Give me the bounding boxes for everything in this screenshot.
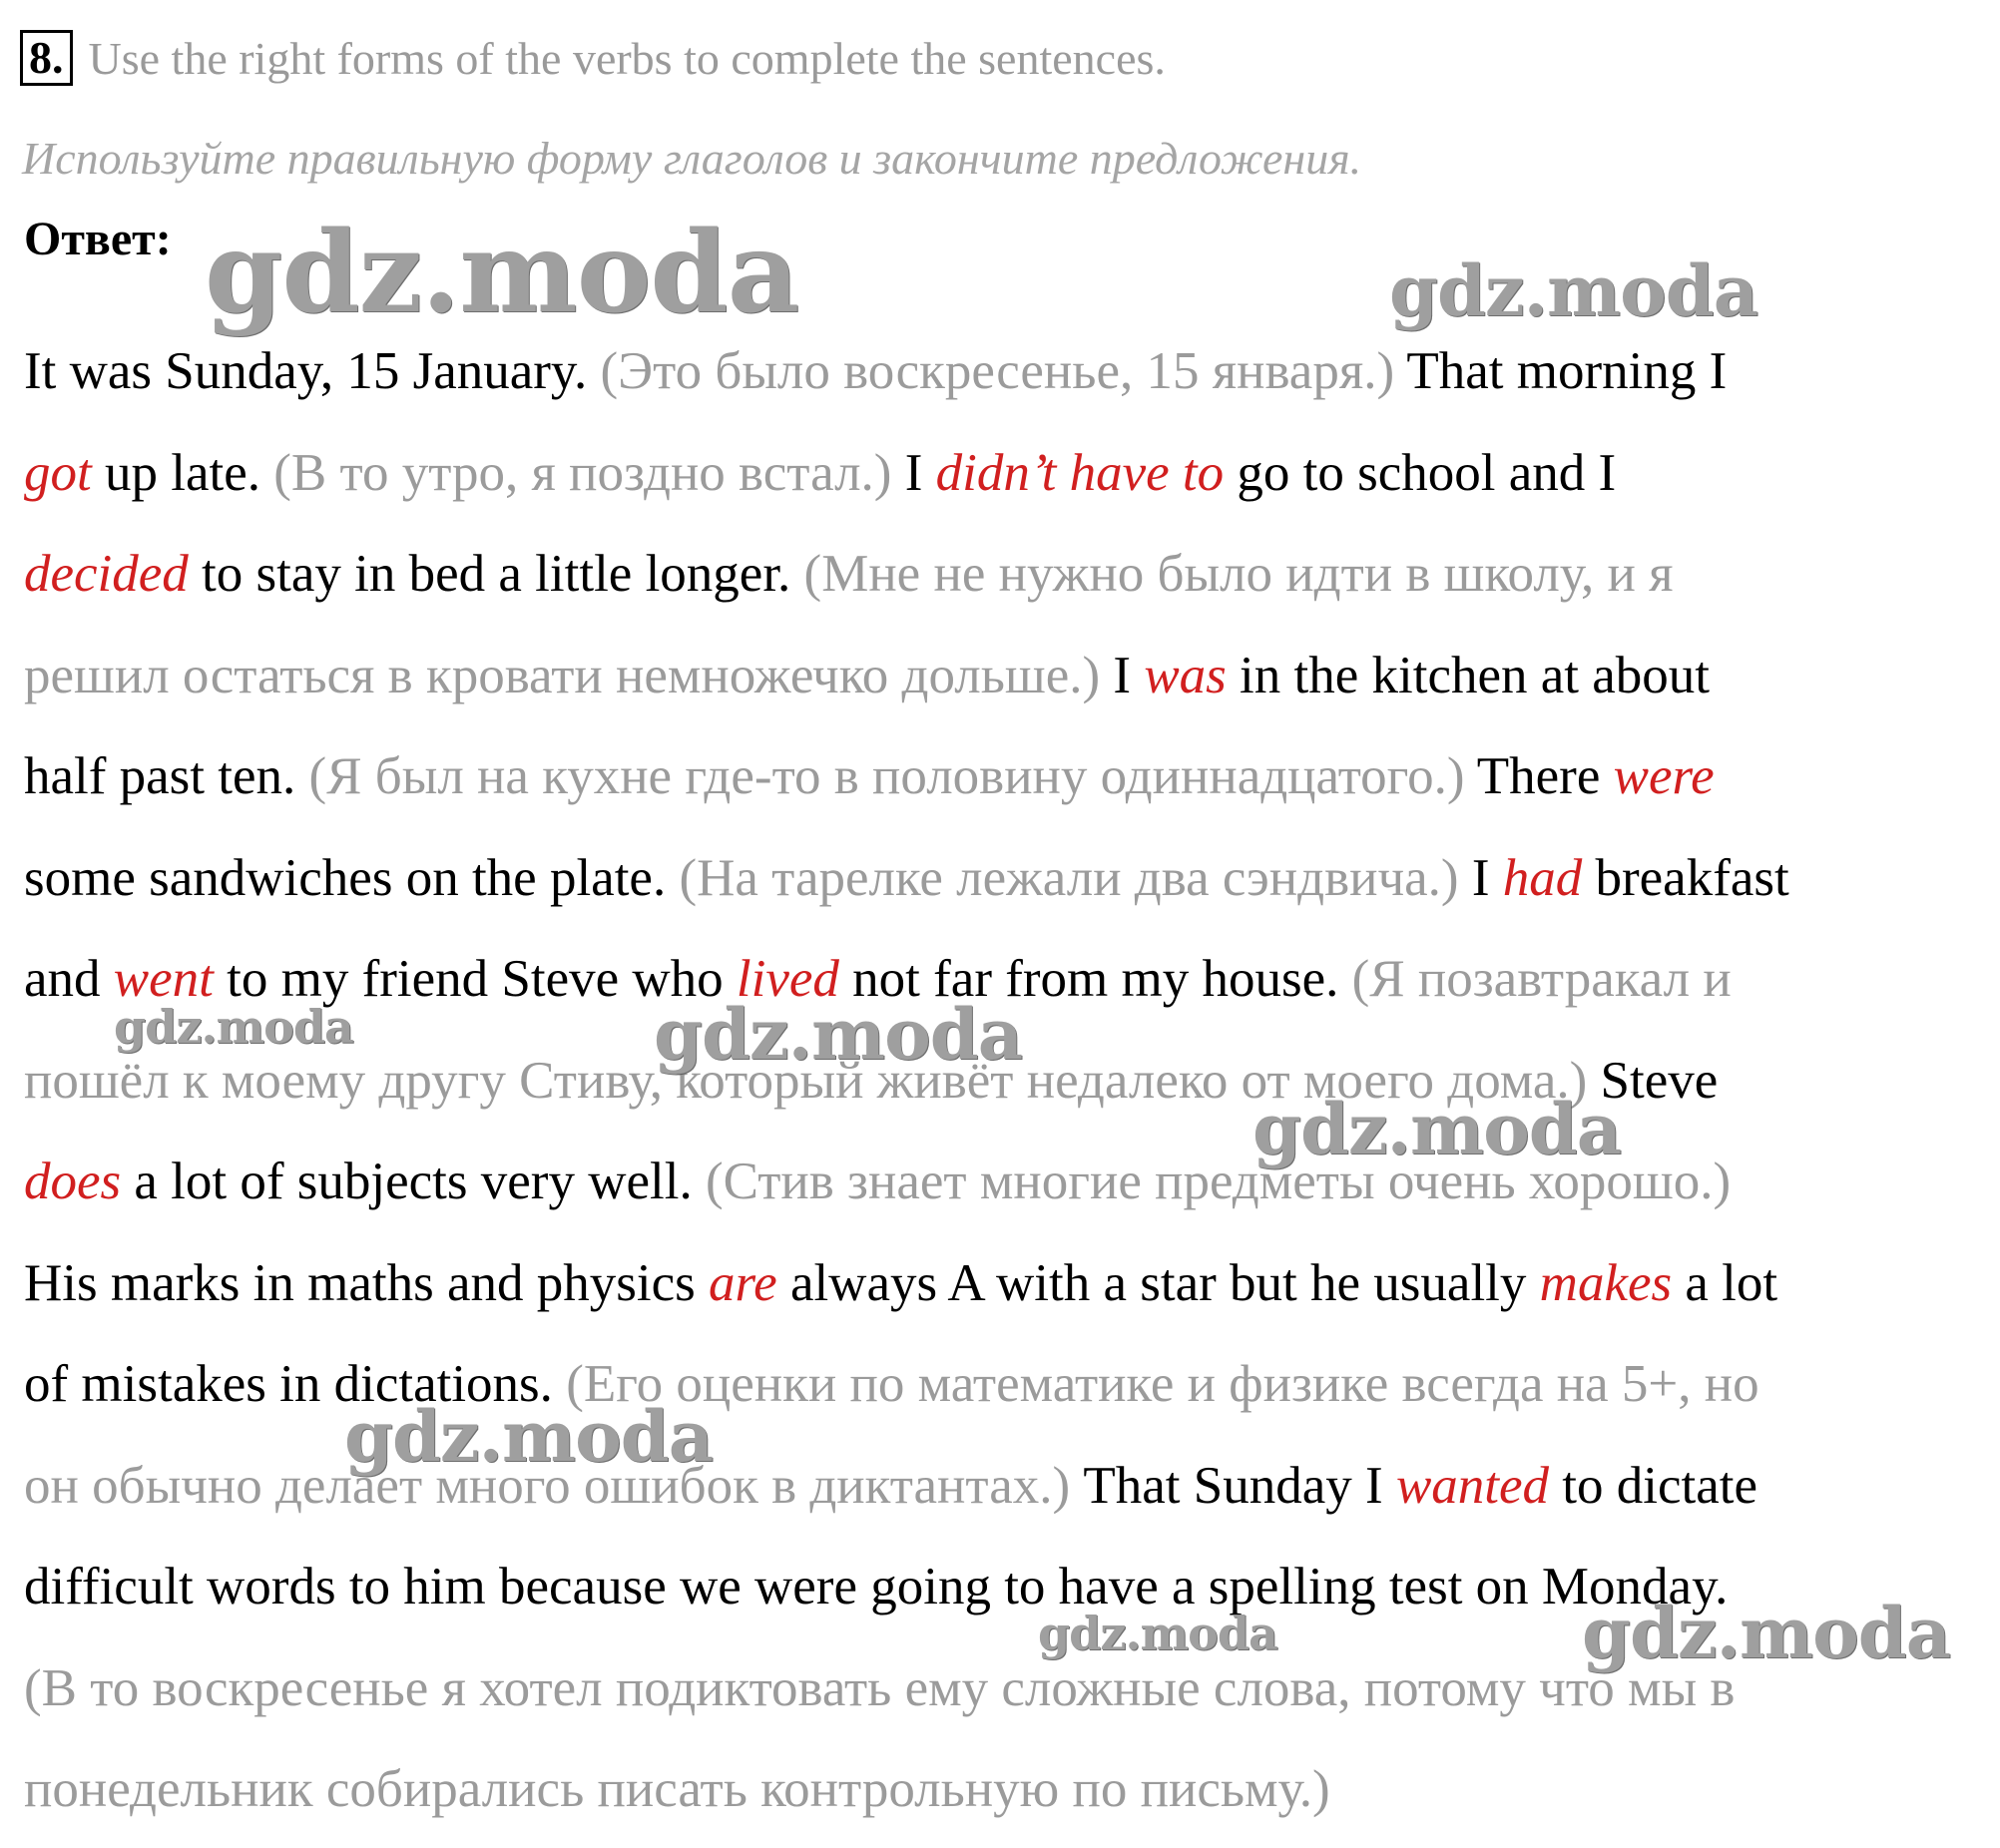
english-text: always A with a star but he usually (776, 1253, 1540, 1312)
english-text: His marks in maths and physics (24, 1253, 709, 1312)
answer-line (24, 524, 1980, 626)
russian-translation: (Я был на кухне где-то в половину одиннадцатого.) (308, 747, 1465, 805)
verb-answer: had (1502, 848, 1583, 907)
watermark-logo: gdz.moda (1038, 1607, 1277, 1660)
english-text: Steve (1587, 1051, 1719, 1110)
english-text: to my friend Steve who (213, 950, 737, 1008)
english-text: of mistakes in dictations. (24, 1355, 567, 1413)
answer-line (24, 1132, 1980, 1233)
verb-answer: decided (24, 545, 189, 603)
russian-translation: он обычно делает много ошибок в диктантах.) (24, 1456, 1071, 1515)
english-text: difficult words to him because we were going to have a spelling test on Monday. (24, 1558, 1729, 1616)
english-text: and (24, 950, 114, 1008)
russian-translation: решил остаться в кровати немножечко дольше.) (24, 646, 1101, 704)
watermark-logo: gdz.moda (114, 1000, 353, 1054)
watermark-logo: gdz.moda (1389, 249, 1758, 332)
russian-translation: (Его оценки по математике и физике всегда на 5+, но (566, 1355, 1759, 1413)
verb-answer: got (24, 443, 92, 502)
verb-answer: was (1144, 646, 1227, 704)
watermark-logo: gdz.moda (1582, 1592, 1951, 1674)
watermark-logo: gdz.moda (344, 1395, 714, 1478)
english-text: a lot of subjects very well. (121, 1153, 706, 1210)
answer-label: Ответ: (24, 213, 172, 265)
english-text: There (1464, 747, 1614, 805)
english-text: some sandwiches on the plate. (24, 848, 680, 907)
verb-answer: lived (736, 950, 839, 1008)
english-text: That Sunday I (1070, 1456, 1396, 1515)
task-number: 8. (20, 30, 73, 86)
english-text: to stay in bed a little longer. (188, 545, 804, 603)
english-text: That morning I (1394, 342, 1728, 400)
english-text: in the kitchen at about (1226, 646, 1711, 704)
task-instruction: Use the right forms of the verbs to complete the sentences. (88, 32, 1166, 84)
russian-translation: (Стив знает многие предметы очень хорошо.) (705, 1153, 1732, 1210)
english-text: I (1100, 646, 1145, 704)
task-header (20, 30, 1166, 86)
russian-translation: пошёл к моему другу Стиву, который живёт недалеко от моего дома.) (24, 1051, 1588, 1110)
watermark-logo: gdz.moda (1252, 1088, 1622, 1170)
answer-line (24, 726, 1980, 828)
verb-answer: were (1613, 747, 1715, 805)
russian-translation: понедельник собирались писать контрольную по письму.) (24, 1760, 1330, 1818)
answer-line (24, 1436, 1980, 1538)
russian-translation: (В то воскресенье я хотел подиктовать ему сложные слова, потому что мы в (24, 1658, 1736, 1717)
russian-translation: (Мне не нужно было идти в школу, и я (803, 545, 1674, 603)
english-text: I (891, 443, 936, 502)
answer-line (24, 423, 1980, 525)
english-text: I (1458, 848, 1503, 907)
answer-line (24, 1334, 1980, 1436)
russian-translation: (Это было воскресенье, 15 января.) (600, 342, 1395, 400)
russian-translation: (Я позавтракал и (1351, 950, 1732, 1008)
english-text: a lot (1672, 1253, 1778, 1312)
english-text: up late. (91, 443, 274, 502)
verb-answer: went (113, 950, 214, 1008)
english-text: half past ten. (24, 747, 309, 805)
english-text: It was Sunday, 15 January. (24, 342, 601, 400)
watermark-logo: gdz.moda (205, 208, 799, 338)
verb-answer: didn’t have to (935, 443, 1225, 502)
answer-line (24, 1739, 1980, 1841)
verb-answer: does (24, 1153, 122, 1210)
russian-translation: (На тарелке лежали два сэндвича.) (679, 848, 1459, 907)
answer-line (24, 1233, 1980, 1335)
russian-translation: (В то утро, я поздно встал.) (273, 443, 892, 502)
english-text: not far from my house. (838, 950, 1352, 1008)
watermark-logo: gdz.moda (654, 993, 1023, 1076)
task-translation: Используйте правильную форму глаголов и закончите предложения. (22, 133, 1362, 184)
answer-line (24, 626, 1980, 727)
verb-answer: makes (1539, 1253, 1673, 1312)
english-text: go to school and I (1224, 443, 1617, 502)
english-text: breakfast (1582, 848, 1789, 907)
verb-answer: wanted (1395, 1456, 1550, 1515)
english-text: to dictate (1549, 1456, 1758, 1515)
verb-answer: are (709, 1253, 777, 1312)
answer-line (24, 828, 1980, 930)
